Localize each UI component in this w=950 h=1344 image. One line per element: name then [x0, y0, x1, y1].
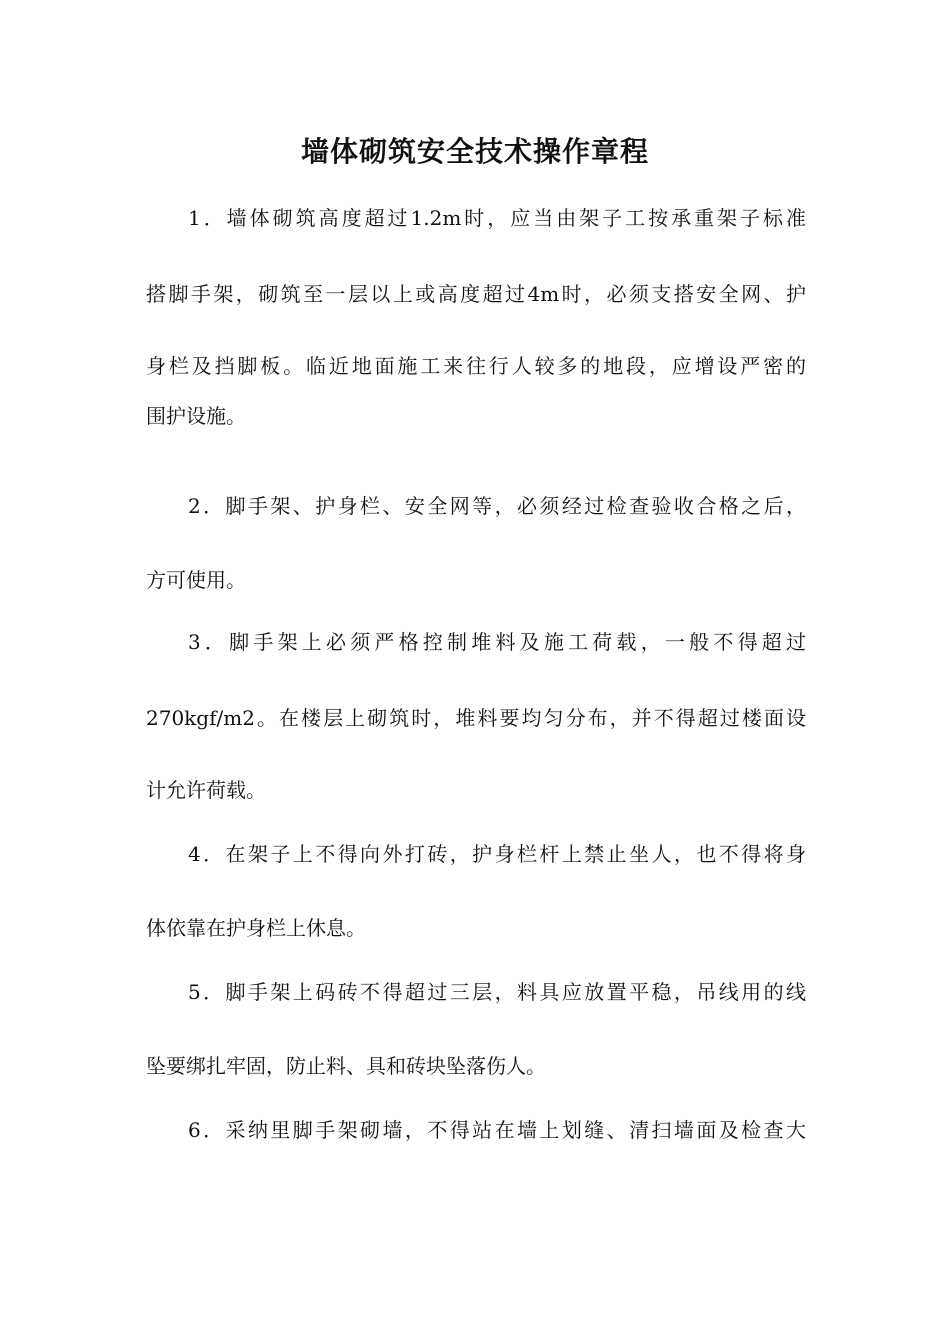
paragraph-4-line-2: 体依靠在护身栏上休息。 — [146, 916, 366, 940]
paragraph-3-line-3: 计允许荷载。 — [146, 778, 266, 802]
document-title: 墙体砌筑安全技术操作章程 — [300, 135, 649, 168]
paragraph-5-line-2: 坠要绑扎牢固，防止料、具和砖块坠落伤人。 — [146, 1054, 546, 1078]
paragraph-2-line-2: 方可使用。 — [146, 568, 246, 592]
paragraph-3-line-1: 3．脚手架上必须严格控制堆料及施工荷载，一般不得超过 — [188, 630, 806, 654]
paragraph-2-line-1: 2．脚手架、护身栏、安全网等，必须经过检查验收合格之后， — [188, 494, 806, 518]
paragraph-6-line-1: 6．采纳里脚手架砌墙，不得站在墙上划缝、清扫墙面及检查大 — [188, 1118, 806, 1142]
paragraph-1-line-4: 围护设施。 — [146, 404, 246, 428]
paragraph-3-line-2: 270kgf/m2。在楼层上砌筑时，堆料要均匀分布，并不得超过楼面设 — [146, 706, 806, 730]
paragraph-4-line-1: 4．在架子上不得向外打砖，护身栏杆上禁止坐人，也不得将身 — [188, 842, 806, 866]
paragraph-1-line-2: 搭脚手架，砌筑至一层以上或高度超过4m时，必须支搭安全网、护 — [146, 282, 806, 306]
paragraph-1-line-1: 1．墙体砌筑高度超过1.2m时，应当由架子工按承重架子标准 — [188, 206, 806, 230]
paragraph-5-line-1: 5．脚手架上码砖不得超过三层，料具应放置平稳，吊线用的线 — [188, 980, 806, 1004]
paragraph-1-line-3: 身栏及挡脚板。临近地面施工来往行人较多的地段，应增设严密的 — [146, 354, 806, 378]
